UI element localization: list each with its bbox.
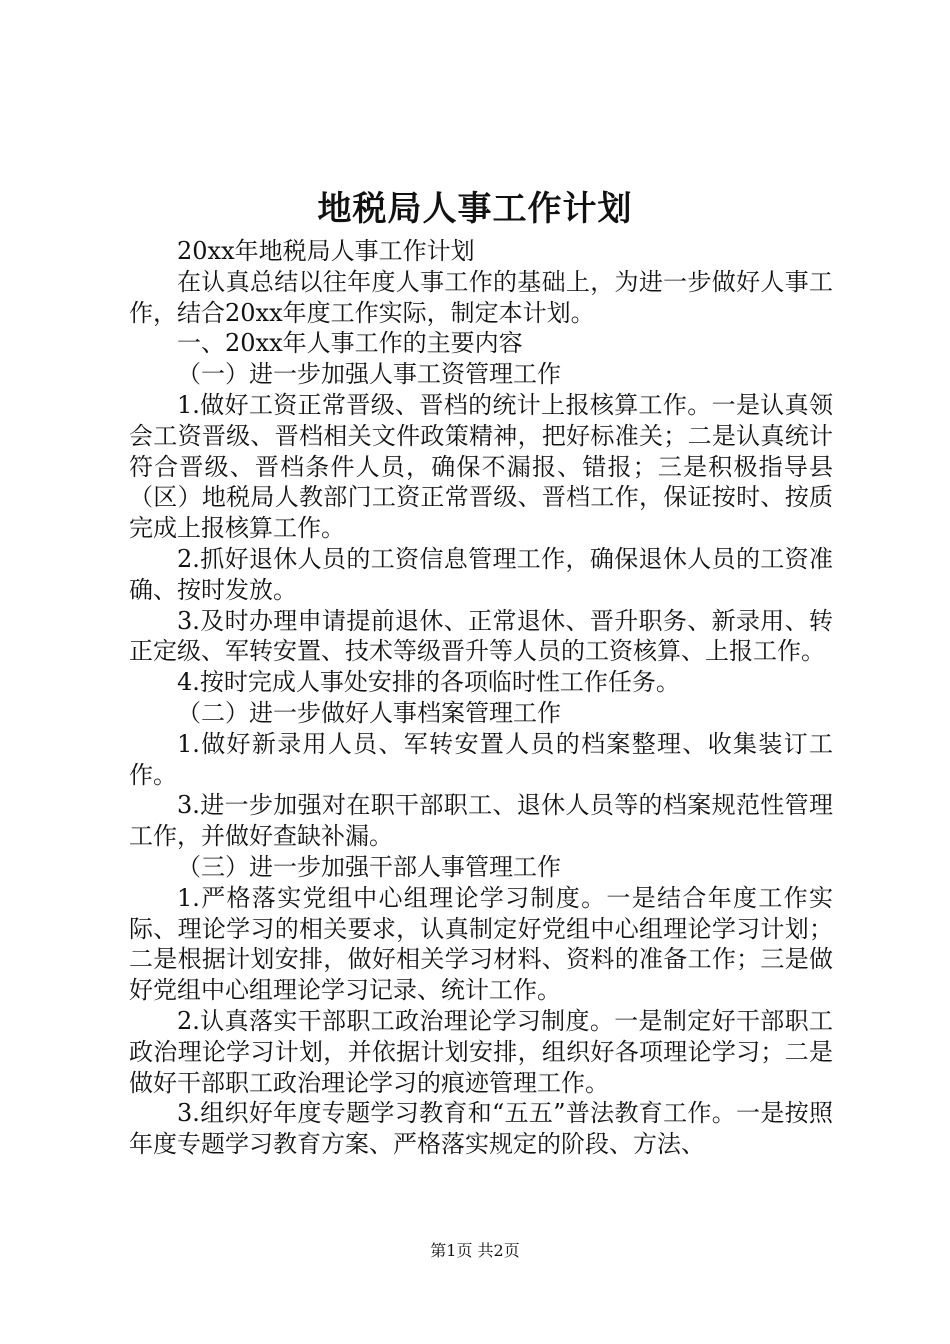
paragraph-item: 1.严格落实党组中心组理论学习制度。一是结合年度工作实际、理论学习的相关要求，认真制定好党组中心组理论学习计划；二是根据计划安排，做好相关学习材料、资料的准备工作；三是做好党组中心组理论学习记录、统计工作。 — [129, 883, 833, 1005]
paragraph-item: 1.做好新录用人员、军转安置人员的档案整理、收集装订工作。 — [129, 729, 833, 789]
heading-section-2: （二）进一步做好人事档案管理工作 — [177, 698, 561, 727]
paragraph-item: 2.抓好退休人员的工资信息管理工作，确保退休人员的工资准确、按时发放。 — [129, 544, 833, 604]
paragraph-item: 4.按时完成人事处安排的各项临时性工作任务。 — [177, 668, 680, 697]
paragraph-item: 1.做好工资正常晋级、晋档的统计上报核算工作。一是认真领会工资晋级、晋档相关文件政策精神，把好标准关；二是认真统计符合晋级、晋档条件人员，确保不漏报、错报；三是积极指导县（区）地税局人教部门工资正常晋级、晋档工作，保证按时、按质完成上报核算工作。 — [129, 390, 833, 543]
paragraph-item: 2.认真落实干部职工政治理论学习制度。一是制定好干部职工政治理论学习计划，并依据计划安排，组织好各项理论学习；二是做好干部职工政治理论学习的痕迹管理工作。 — [129, 1006, 833, 1097]
heading-section-3: （三）进一步加强干部人事管理工作 — [177, 852, 561, 881]
heading-main-content: 一、20xx年人事工作的主要内容 — [177, 329, 523, 358]
paragraph-item: 3.组织好年度专题学习教育和“五五”普法教育工作。一是按照年度专题学习教育方案、严格落实规定的阶段、方法、 — [129, 1099, 833, 1159]
document-title: 地税局人事工作计划 — [317, 189, 633, 229]
paragraph-item: 3.进一步加强对在职干部职工、退休人员等的档案规范性管理工作，并做好查缺补漏。 — [129, 791, 833, 851]
paragraph-item: 3.及时办理申请提前退休、正常退休、晋升职务、新录用、转正定级、军转安置、技术等级晋升等人员的工资核算、上报工作。 — [129, 606, 833, 666]
heading-section-1: （一）进一步加强人事工资管理工作 — [177, 360, 561, 389]
paragraph-subtitle: 20xx年地税局人事工作计划 — [177, 237, 475, 265]
paragraph-intro: 在认真总结以往年度人事工作的基础上，为进一步做好人事工作，结合20xx年度工作实际，制定本计划。 — [129, 267, 833, 327]
page-number-footer: 第1页 共2页 — [430, 1241, 520, 1260]
document-body — [129, 236, 833, 1160]
